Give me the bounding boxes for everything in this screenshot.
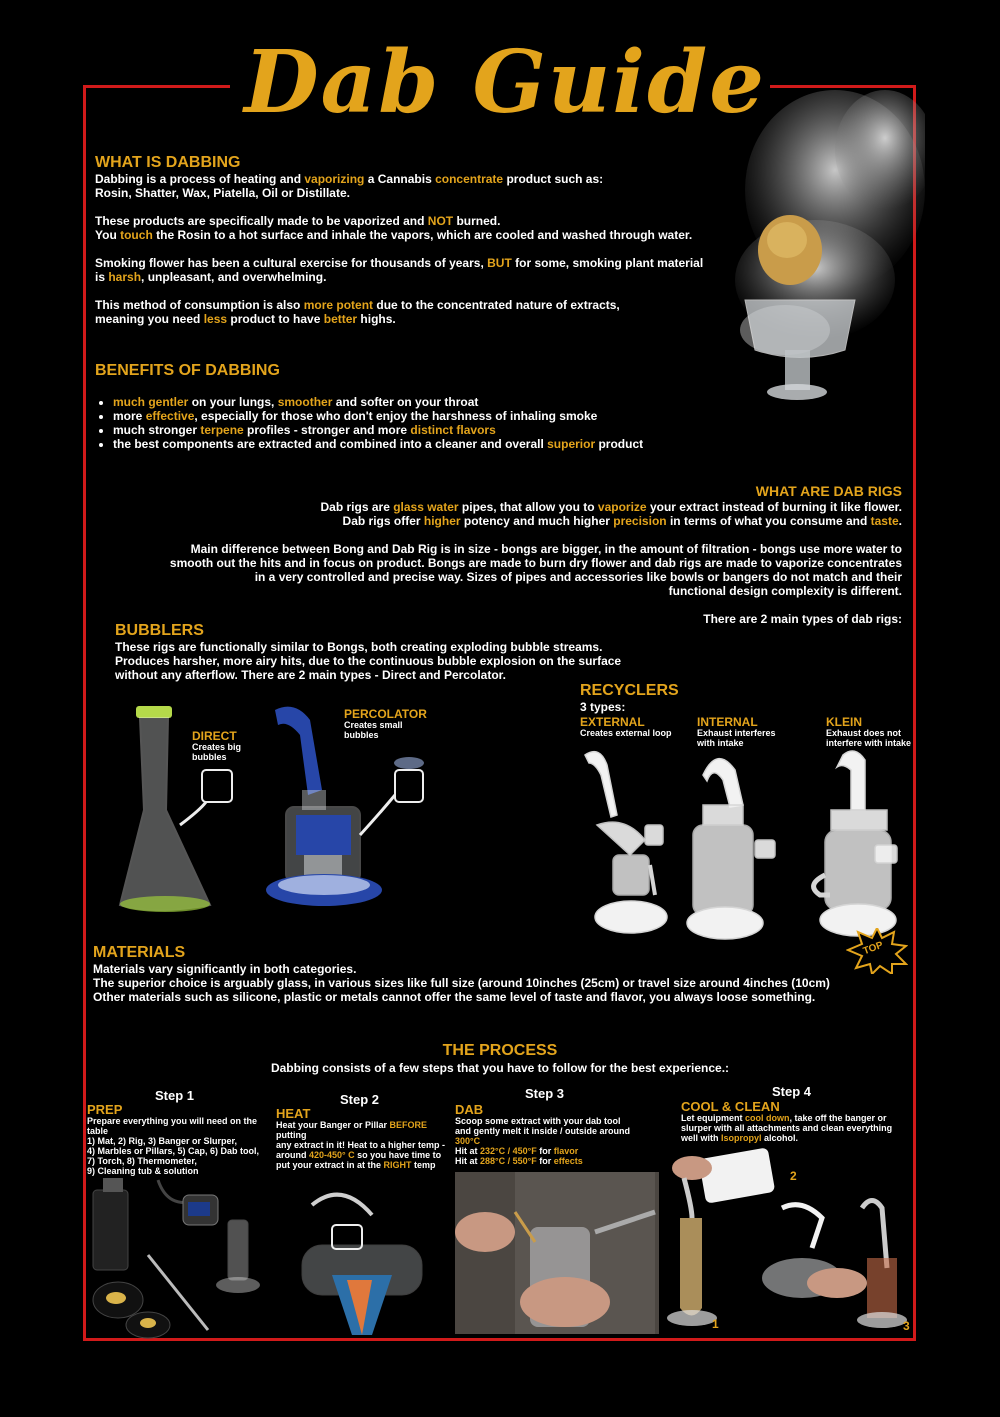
process-subtitle: Dabbing consists of a few steps that you have to follow for the best experience.:: [270, 1061, 730, 1075]
benefit-item: • the best components are extracted and combined into a cleaner and overall superior product: [113, 437, 733, 451]
what-is-p4a: This method of consumption is also more potent due to the concentrated nature of extracts,: [95, 298, 620, 312]
recycler-images: [575, 745, 915, 945]
rigs-heading: WHAT ARE DAB RIGS: [755, 483, 902, 499]
step3-text: DAB Scoop some extract with your dab tool and gently melt it inside / outside around 300°C Hit at 232°C / 450°F for flavor Hit at 288°C / 550°F for effects: [455, 1102, 631, 1166]
hero-smoke-image: [725, 80, 925, 410]
step4-label: Step 4: [772, 1084, 812, 1099]
direct-label: DIRECT Creates big bubbles: [192, 729, 242, 762]
benefits-heading: BENEFITS OF DABBING: [95, 362, 280, 379]
photo-num-3: 3: [903, 1319, 910, 1333]
materials-heading: MATERIALS: [93, 944, 186, 961]
benefit-item: • more effective, especially for those who don't enjoy the harshness of inhaling smoke: [113, 409, 733, 423]
what-is-p2b: You touch the Rosin to a hot surface and inhale the vapors, which are cooled and washed through water.: [95, 228, 693, 242]
step4-text: COOL & CLEAN Let equipment cool down, take off the banger or slurper with all attachments and clean everything well with Isopropyl alcohol.: [681, 1099, 893, 1143]
top-badge-label: TOP: [861, 939, 885, 958]
what-is-heading: WHAT IS DABBING: [95, 154, 241, 171]
bubblers-heading: BUBBLERS: [115, 622, 204, 639]
what-is-p1b: Rosin, Shatter, Wax, Piatella, Oil or Distillate.: [95, 186, 350, 200]
what-is-p1: Dabbing is a process of heating and vaporizing a Cannabis concentrate product such as:: [95, 172, 604, 186]
internal-label: INTERNAL Exhaust interferes with intake: [697, 715, 776, 748]
photo-num-2: 2: [790, 1169, 797, 1183]
benefit-item: • much stronger terpene profiles - stronger and more distinct flavors: [113, 423, 733, 437]
recyclers-heading: RECYCLERS: [580, 682, 679, 699]
what-is-p3b: is harsh, unpleasant, and overwhelming.: [95, 270, 327, 284]
what-is-p2a: These products are specifically made to be vaporized and NOT burned.: [95, 214, 501, 228]
step3-photo: [455, 1172, 659, 1334]
page-title: Dab Guide: [244, 32, 766, 133]
rigs-p2: in a very controlled and precise way. Sizes of pipes and accessories like bowls or bangers do not match and their: [254, 570, 902, 584]
photo-num-1: 1: [712, 1317, 719, 1331]
step1-label: Step 1: [155, 1088, 195, 1103]
step2-label: Step 2: [340, 1092, 380, 1107]
step4-photo: [662, 1148, 912, 1336]
bubblers-body: These rigs are functionally similar to Bongs, both creating exploding bubble streams. Produces harsher, more airy hits, due to the continuous bubble explosion on the surface without any afterflow. There are 2 main types - Direct and Percolator.: [115, 640, 622, 682]
step1-photo: [88, 1170, 268, 1340]
what-is-p4b: meaning you need less product to have better highs.: [95, 312, 396, 326]
rigs-p2: Main difference between Bong and Dab Rig is in size - bongs are bigger, in the amount of filtration - bongs use more water to: [190, 542, 902, 556]
benefits-list: [95, 395, 733, 451]
rigs-types: There are 2 main types of dab rigs:: [703, 612, 902, 626]
klein-label: KLEIN Exhaust does not interfere with intake: [826, 715, 912, 748]
step2-photo: [272, 1185, 452, 1335]
step2-text: HEAT Heat your Banger or Pillar BEFORE putting any extract in it! Heat to a higher temp - around 420-450° C so you have time to put your extract in at the RIGHT temp: [276, 1106, 446, 1170]
external-label: EXTERNAL Creates external loop: [580, 715, 672, 738]
rigs-p2: functional design complexity is different.: [668, 584, 902, 598]
benefit-item: • much gentler on your lungs, smoother and softer on your throat: [113, 395, 733, 409]
step1-text: PREP Prepare everything you will need on the table 1) Mat, 2) Rig, 3) Banger or Slurper, 4) Marbles or Pillars, 5) Cap, 6) Dab tool, 7) Torch, 8) Thermometer, 9) Cleaning tub & solution: [87, 1102, 260, 1176]
materials-body: Materials vary significantly in both categories. The superior choice is arguably glass, in various sizes like full size (around 10inches (25cm) or travel size around 4inches (10cm) Other materials such as silicone, plastic or metals cannot offer the same level of taste and flavor, you always loose something.: [93, 962, 830, 1004]
rigs-p2: smooth out the hits and in focus on product. Bongs are made to burn dry flower and dab rigs are made to vaporize concentrates: [169, 556, 902, 570]
recyclers-types: 3 types:: [580, 700, 626, 714]
process-heading: THE PROCESS: [442, 1042, 558, 1059]
step3-label: Step 3: [525, 1086, 565, 1101]
what-is-body: [95, 172, 715, 326]
what-is-p3a: Smoking flower has been a cultural exercise for thousands of years, BUT for some, smoking plant material: [95, 256, 704, 270]
rigs-line1: Dab rigs are glass water pipes, that allow you to vaporize your extract instead of burning it like flower.: [320, 500, 902, 514]
rigs-body: [142, 500, 902, 626]
rigs-line2: Dab rigs offer higher potency and much higher precision in terms of what you consume and taste.: [342, 514, 902, 528]
percolator-label: PERCOLATOR Creates small bubbles: [344, 707, 427, 740]
